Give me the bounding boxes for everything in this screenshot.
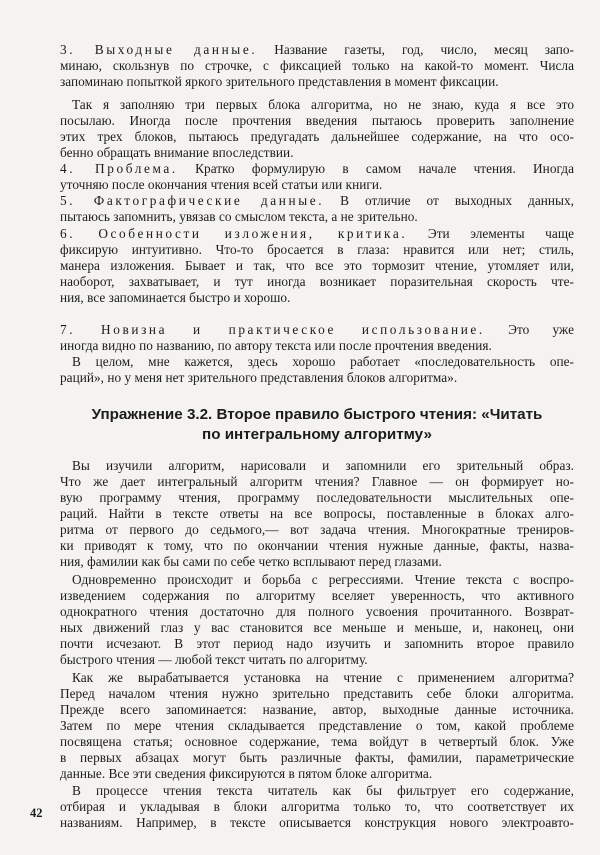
item-lead: 3. Выходные данные. [60, 42, 258, 57]
text-line: почти исчезают. В этот период надо изучить и запомнить второе правило [60, 636, 574, 651]
text-line: ритма от первого до седьмого,— вот задача чтения. Многократные трениров- [60, 522, 574, 537]
text-line: посылаю. Иногда после прочтения введения пытаюсь проверить заполнение [60, 113, 574, 128]
text-line: Как же вырабатывается установка на чтение с применением алгоритма? [72, 670, 574, 685]
text-line: Вы изучили алгоритм, нарисовали и запомнили его зрительный образ. [72, 458, 574, 473]
text-line: 6. Особенности изложения, критика. Эти элементы чаще [60, 226, 574, 241]
text-line: отбирая и укладывая в блоки алгоритма только то, что соответствует их [60, 799, 574, 814]
text-line: посвящена статья; основное содержание, тема войдут в четвертый блок. Уже [60, 734, 574, 749]
text-line: однократного чтения достаточно для полного усвоения прочитанного. Возврат- [60, 604, 574, 619]
text-line: уточняю после окончания чтения всей статьи или книги. [60, 177, 383, 192]
text-line: 3. Выходные данные. Название газеты, год, число, месяц запо- [60, 42, 574, 57]
text-line: в первых абзацах могут быть различные факты, фамилии, параметрические [60, 750, 574, 765]
text-line: пытаюсь запомнить, увязав со смыслом текста, а не зрительно. [60, 209, 418, 224]
text-line: В целом, мне кажется, здесь хорошо работает «последовательность опе- [72, 354, 574, 369]
text-line: изведением содержания по алгоритму вселяет уверенность, что активного [60, 588, 574, 603]
text-line: данные. Все эти сведения фиксируются в пятом блоке алгоритма. [60, 766, 433, 781]
text-line: Одновременно происходит и борьба с регрессиями. Чтение текста с воспро- [72, 572, 574, 587]
text-line: запоминаю попыткой яркого зрительного представления в момент фиксации. [60, 74, 499, 89]
item-lead: 4. Проблема. [60, 161, 178, 176]
text-line: ния, фамилии как бы сами по себе четко всплывают перед глазами. [60, 554, 442, 569]
text-line: Затем по мере чтения складывается представление о том, какой проблеме [60, 718, 574, 733]
text-line: быстрого чтения — любой текст читать по алгоритму. [60, 652, 368, 667]
text-line: иногда видно по названию, по автору текста или после прочтения введения. [60, 338, 492, 353]
text-line: 5. Фактографические данные. В отличие от выходных данных, [60, 193, 574, 208]
text-line: Так я заполняю три первых блока алгоритма, но не знаю, куда я все это [72, 97, 574, 112]
exercise-heading-line-2: по интегральному алгоритму» [202, 426, 432, 443]
text-line: названиям. Например, в тексте описывается конструкция нового электроавто- [60, 815, 574, 830]
text-line: этих трех блоков, пытаюсь предугадать дальнейшее содержание, на что осо- [60, 129, 574, 144]
item-lead: 6. Особенности изложения, критика. [60, 226, 408, 241]
text-line: 7. Новизна и практическое использование. Это уже [60, 322, 574, 337]
text-line: наоборот, захватывает, и тут иногда возникает поразительная скорость чте- [60, 274, 574, 289]
text-line: фиксирую интуитивно. Что-то бросается в глаза: нравится или нет; стиль, [60, 242, 574, 257]
text-line: В процессе чтения текста читатель как бы фильтрует его содержание, [72, 783, 574, 798]
text-line: минаю, скользнув по строчке, с фиксацией только на какой-то момент. Числа [60, 58, 574, 73]
text-line: вую программу чтения, программу последовательности мыслительных опе- [60, 490, 574, 505]
text-line: 4. Проблема. Кратко формулирую в самом начале чтения. Иногда [60, 161, 575, 176]
text-line: ных движений глаз у вас становится все меньше и меньше, и, наконец, они [60, 620, 574, 635]
text-line: раций», но у меня нет зрительного представления блоков алгоритма». [60, 370, 458, 385]
text-line: Что же дает интегральный алгоритм чтения? Главное — он формирует но- [60, 474, 574, 489]
page-number: 42 [30, 806, 43, 820]
text-line: манера изложения. Бывает и так, что все это тормозит чтение, утомляет или, [60, 258, 574, 273]
item-lead: 5. Фактографические данные. [60, 193, 325, 208]
text-line: ния, все запоминается быстро и хорошо. [60, 290, 291, 305]
text-line: бенно обращать внимание впоследствии. [60, 145, 294, 160]
text-line: ки приводят к тому, что по окончании чтения нужные данные, факты, назва- [60, 538, 574, 553]
text-line: Перед началом чтения нужно зрительно представить себе блоки алгоритма. [60, 686, 574, 701]
text-line: раций. Найти в тексте ответы на все вопросы, поставленные в блоках алго- [60, 506, 574, 521]
exercise-heading-line-1: Упражнение 3.2. Второе правило быстрого чтения: «Читать [91, 406, 543, 423]
item-lead: 7. Новизна и практическое использование. [60, 322, 485, 337]
text-line: Прежде всего запоминается: название, автор, выходные данные источника. [60, 702, 574, 717]
